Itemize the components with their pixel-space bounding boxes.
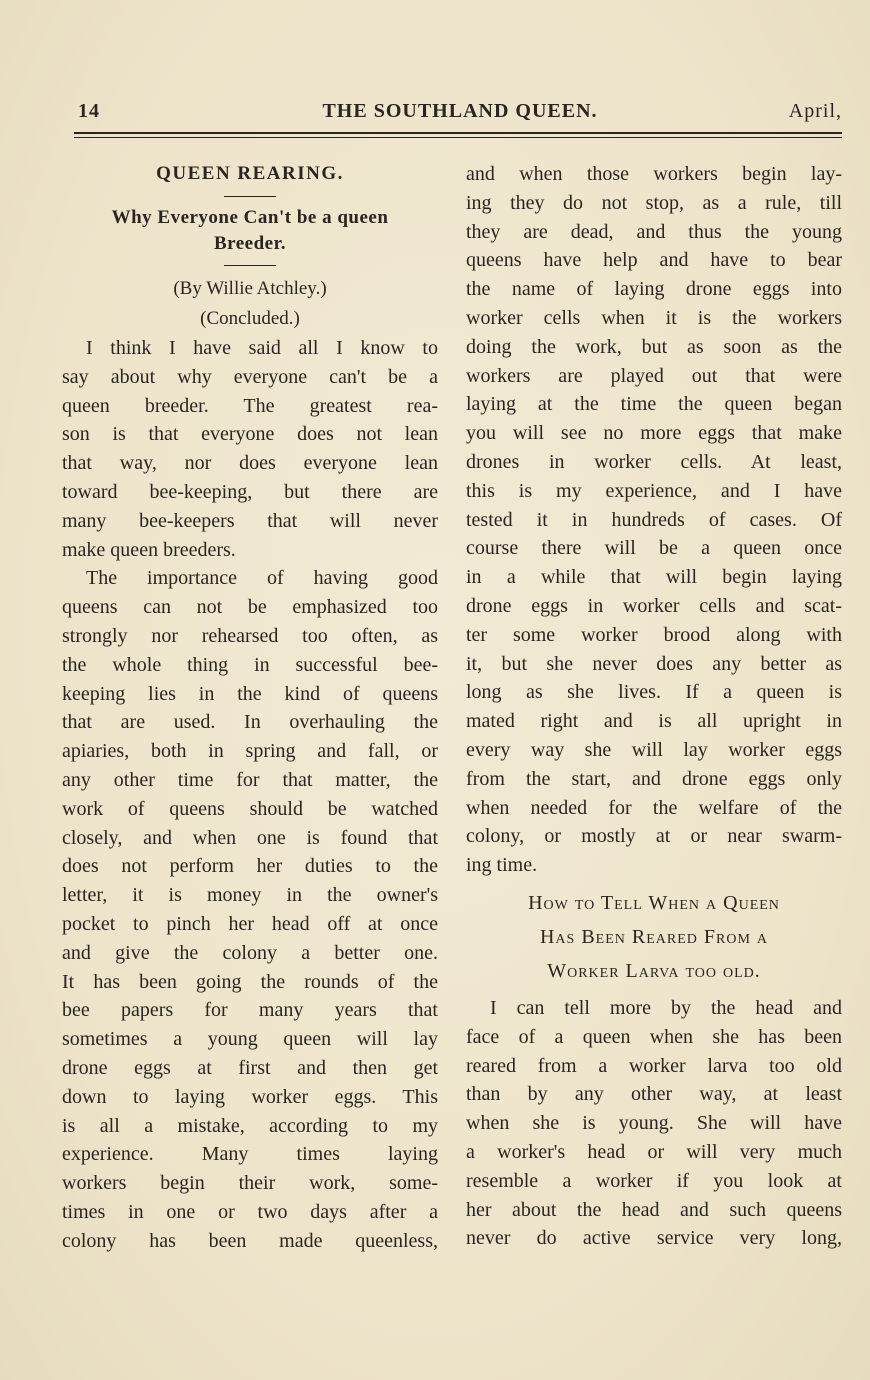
text-line: drone eggs in worker cells and scat- — [466, 594, 842, 617]
text-line: and when those workers begin lay- — [466, 163, 842, 185]
text-line: It has been going the rounds of the — [62, 970, 438, 993]
text-line: face of a queen when she has been — [466, 1025, 842, 1048]
text-line: every way she will lay worker eggs — [466, 738, 842, 761]
section-heading-line-3: Worker Larva too old. — [547, 959, 761, 982]
left-body — [62, 334, 438, 1256]
text-line: I can tell more by the head and — [490, 996, 842, 1019]
text-line: when she is young. She will have — [466, 1112, 842, 1135]
text-line: queens can not be emphasized too — [62, 596, 438, 619]
running-header — [78, 100, 842, 130]
text-line: reared from a worker larva too old — [466, 1054, 842, 1077]
text-line: laying at the time the queen began — [466, 393, 842, 416]
text-line: any other time for that matter, the — [62, 768, 438, 791]
text-line: and give the colony a better one. — [62, 941, 438, 964]
running-title: THE SOUTHLAND QUEEN. — [322, 100, 598, 122]
text-line: work of queens should be watched — [62, 797, 438, 820]
text-line: the whole thing in successful bee- — [62, 653, 438, 676]
text-line: queens have help and have to bear — [466, 249, 842, 272]
right-body-bottom — [466, 994, 842, 1253]
text-line: this is my experience, and I have — [466, 479, 842, 502]
text-line: the name of laying drone eggs into — [466, 278, 842, 301]
byline: (By Willie Atchley.) — [173, 278, 327, 299]
right-body-top — [466, 160, 842, 880]
text-line: that way, nor does everyone lean — [62, 452, 438, 475]
text-line: her about the head and such queens — [466, 1198, 842, 1221]
text-line: mated right and is all upright in — [466, 710, 842, 733]
header-rule — [74, 132, 842, 134]
text-line: drone eggs at first and then get — [62, 1056, 438, 1079]
text-line: colony has been made queenless, — [62, 1229, 438, 1252]
text-line: ing they do not stop, as a rule, till — [466, 191, 842, 214]
text-line: son is that everyone does not lean — [62, 423, 438, 446]
header-rule-thin — [74, 137, 842, 138]
concluded-note: (Concluded.) — [200, 308, 300, 329]
text-line: tested it in hundreds of cases. Of — [466, 508, 842, 531]
text-line: make queen breeders. — [62, 538, 236, 561]
text-line: long as she lives. If a queen is — [466, 681, 842, 704]
section-heading-line-1: How to Tell When a Queen — [528, 891, 780, 914]
text-line: bee papers for many years that — [62, 999, 438, 1022]
text-line: does not perform her duties to the — [62, 855, 438, 878]
text-line: you will see no more eggs that make — [466, 422, 842, 445]
text-line: letter, it is money in the owner's — [62, 884, 438, 907]
text-line: resemble a worker if you look at — [466, 1169, 842, 1192]
text-line: say about why everyone can't be a — [62, 365, 438, 388]
page-number: 14 — [78, 100, 100, 122]
text-line: many bee-keepers that will never — [62, 509, 438, 532]
text-line: is all a mistake, according to my — [62, 1114, 438, 1137]
right-column — [466, 160, 842, 1253]
text-line: never do active service very long, — [466, 1227, 842, 1250]
text-line: sometimes a young queen will lay — [62, 1028, 438, 1051]
text-line: keeping lies in the kind of queens — [62, 682, 438, 705]
text-line: drones in worker cells. At least, — [466, 450, 842, 473]
text-line: The importance of having good — [86, 567, 438, 590]
text-line: it, but she never does any better as — [466, 652, 842, 675]
text-line: they are dead, and thus the young — [466, 220, 842, 243]
text-line: ter some worker brood along with — [466, 623, 842, 646]
text-line: when needed for the welfare of the — [466, 796, 842, 819]
text-line: workers begin their work, some- — [62, 1172, 438, 1195]
text-line: ing time. — [466, 854, 538, 877]
text-line: toward bee-keeping, but there are — [62, 480, 438, 503]
text-line: worker cells when it is the workers — [466, 306, 842, 329]
text-line: doing the work, but as soon as the — [466, 335, 842, 358]
title-rule — [224, 196, 276, 197]
text-line: workers are played out that were — [466, 364, 842, 387]
text-line: than by any other way, at least — [466, 1083, 842, 1106]
text-line: experience. Many times laying — [62, 1143, 438, 1166]
subtitle-rule — [224, 265, 276, 266]
text-line: a worker's head or will very much — [466, 1140, 842, 1163]
text-line: down to laying worker eggs. This — [62, 1085, 438, 1108]
article-subtitle-line-1: Why Everyone Can't be a queen — [111, 207, 389, 228]
text-line: pocket to pinch her head off at once — [62, 912, 438, 935]
text-line: colony, or mostly at or near swarm- — [466, 825, 842, 848]
issue-month: April, — [788, 100, 842, 122]
section-heading-line-2: Has Been Reared From a — [539, 925, 769, 948]
text-line: times in one or two days after a — [62, 1200, 438, 1223]
article-subtitle-line-2: Breeder. — [213, 233, 287, 254]
text-line: I think I have said all I know to — [86, 337, 438, 359]
text-line: in a while that will begin laying — [466, 566, 842, 589]
text-line: strongly nor rehearsed too often, as — [62, 624, 438, 647]
text-line: that are used. In overhauling the — [62, 711, 438, 734]
article-title: QUEEN REARING. — [156, 163, 344, 184]
text-line: queen breeder. The greatest rea- — [62, 394, 438, 417]
text-line: closely, and when one is found that — [62, 826, 438, 849]
left-column — [62, 160, 438, 1256]
text-line: course there will be a queen once — [466, 537, 842, 560]
text-line: apiaries, both in spring and fall, or — [62, 740, 438, 763]
text-line: from the start, and drone eggs only — [466, 767, 842, 790]
